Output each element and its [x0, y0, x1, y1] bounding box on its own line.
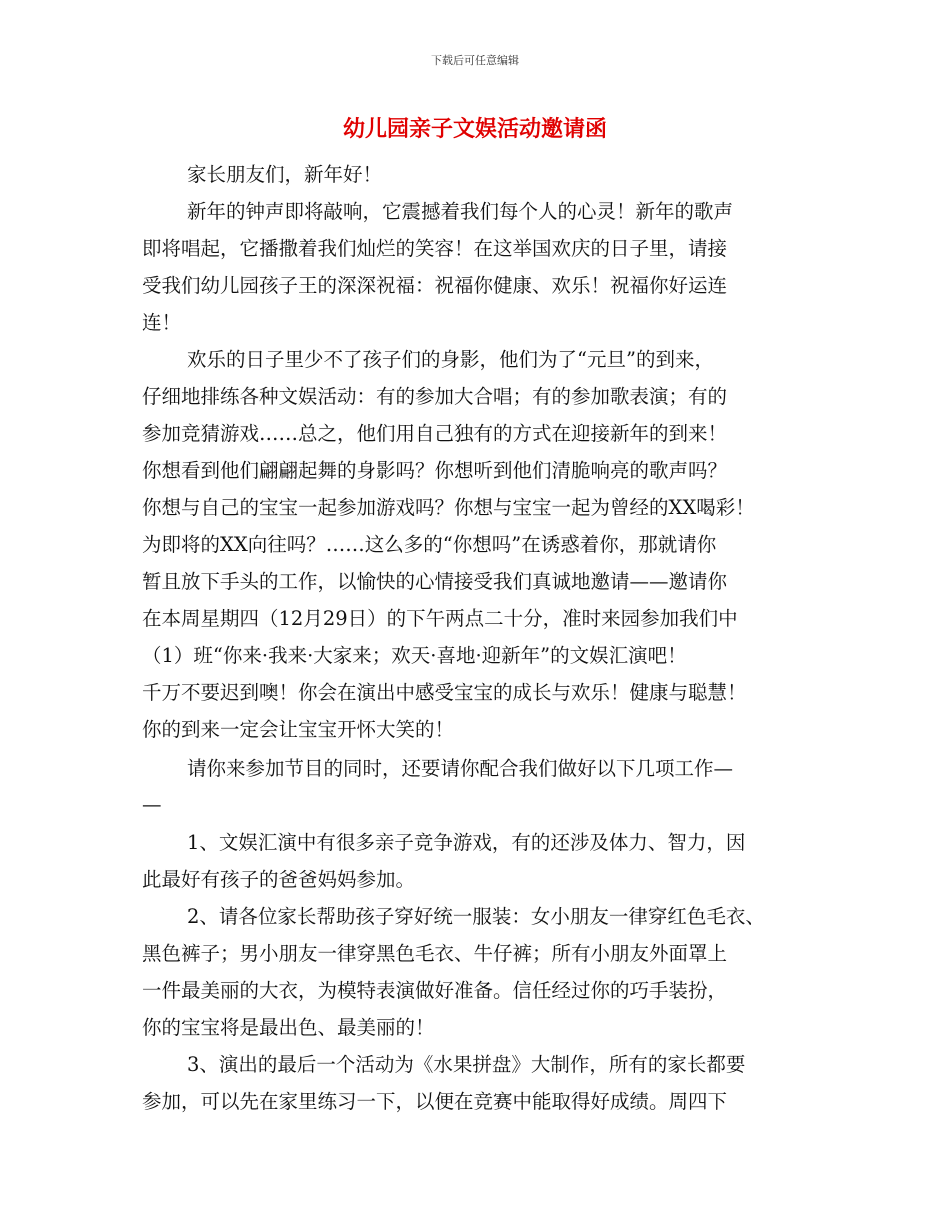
text-line: 你想与自己的宝宝一起参加游戏吗？你想与宝宝一起为曾经的XX喝彩！	[142, 496, 755, 519]
text-line: 仔细地排练各种文娱活动：有的参加大合唱；有的参加歌表演；有的	[142, 385, 728, 408]
text-line: 为即将的XX向往吗？……这么多的“你想吗”在诱惑着你，那就请你	[142, 533, 717, 556]
text-line: —	[142, 793, 162, 816]
page-header-note: 下载后可任意编辑	[431, 54, 519, 67]
text-line: 你想看到他们翩翩起舞的身影吗？你想听到他们清脆响亮的歌声吗？	[142, 459, 728, 482]
text-line: 1、文娱汇演中有很多亲子竞争游戏，有的还涉及体力、智力，因	[187, 831, 746, 854]
text-line: （1）班“你来·我来·大家来；欢天·喜地·迎新年”的文娱汇演吧！	[142, 644, 687, 667]
text-line: 受我们幼儿园孩子王的深深祝福：祝福你健康、欢乐！祝福你好运连	[142, 274, 728, 297]
text-line: 参加，可以先在家里练习一下，以便在竞赛中能取得好成绩。周四下	[142, 1090, 728, 1113]
text-line: 欢乐的日子里少不了孩子们的身影，他们为了“元旦”的到来，	[187, 348, 714, 371]
text-line: 在本周星期四（12月29日）的下午两点二十分，准时来园参加我们中	[142, 607, 738, 630]
text-line: 即将唱起，它播撒着我们灿烂的笑容！在这举国欢庆的日子里，请接	[142, 237, 728, 260]
text-line: 参加竞猜游戏……总之，他们用自己独有的方式在迎接新年的到来！	[142, 422, 728, 445]
text-line: 此最好有孩子的爸爸妈妈参加。	[142, 868, 416, 891]
text-line: 你的宝宝将是最出色、最美丽的！	[142, 1016, 435, 1039]
text-line: 一件最美丽的大衣，为模特表演做好准备。信任经过你的巧手装扮，	[142, 979, 728, 1002]
text-line: 连！	[142, 311, 182, 334]
text-line: 家长朋友们，新年好！	[187, 163, 383, 186]
text-line: 暂且放下手头的工作，以愉快的心情接受我们真诚地邀请——邀请你	[142, 570, 728, 593]
text-line: 你的到来一定会让宝宝开怀大笑的！	[142, 718, 455, 741]
text-line: 新年的钟声即将敲响，它震撼着我们每个人的心灵！新年的歌声	[187, 200, 734, 223]
text-line: 3、演出的最后一个活动为《水果拼盘》大制作，所有的家长都要	[187, 1053, 746, 1076]
text-line: 2、请各位家长帮助孩子穿好统一服装：女小朋友一律穿红色毛衣、	[187, 905, 765, 928]
text-line: 请你来参加节目的同时，还要请你配合我们做好以下几项工作—	[187, 757, 734, 780]
text-line: 黑色裤子；男小朋友一律穿黑色毛衣、牛仔裤；所有小朋友外面罩上	[142, 942, 728, 965]
document-title: 幼儿园亲子文娱活动邀请函	[342, 117, 607, 142]
text-line: 千万不要迟到噢！你会在演出中感受宝宝的成长与欢乐！健康与聪慧！	[142, 681, 747, 704]
